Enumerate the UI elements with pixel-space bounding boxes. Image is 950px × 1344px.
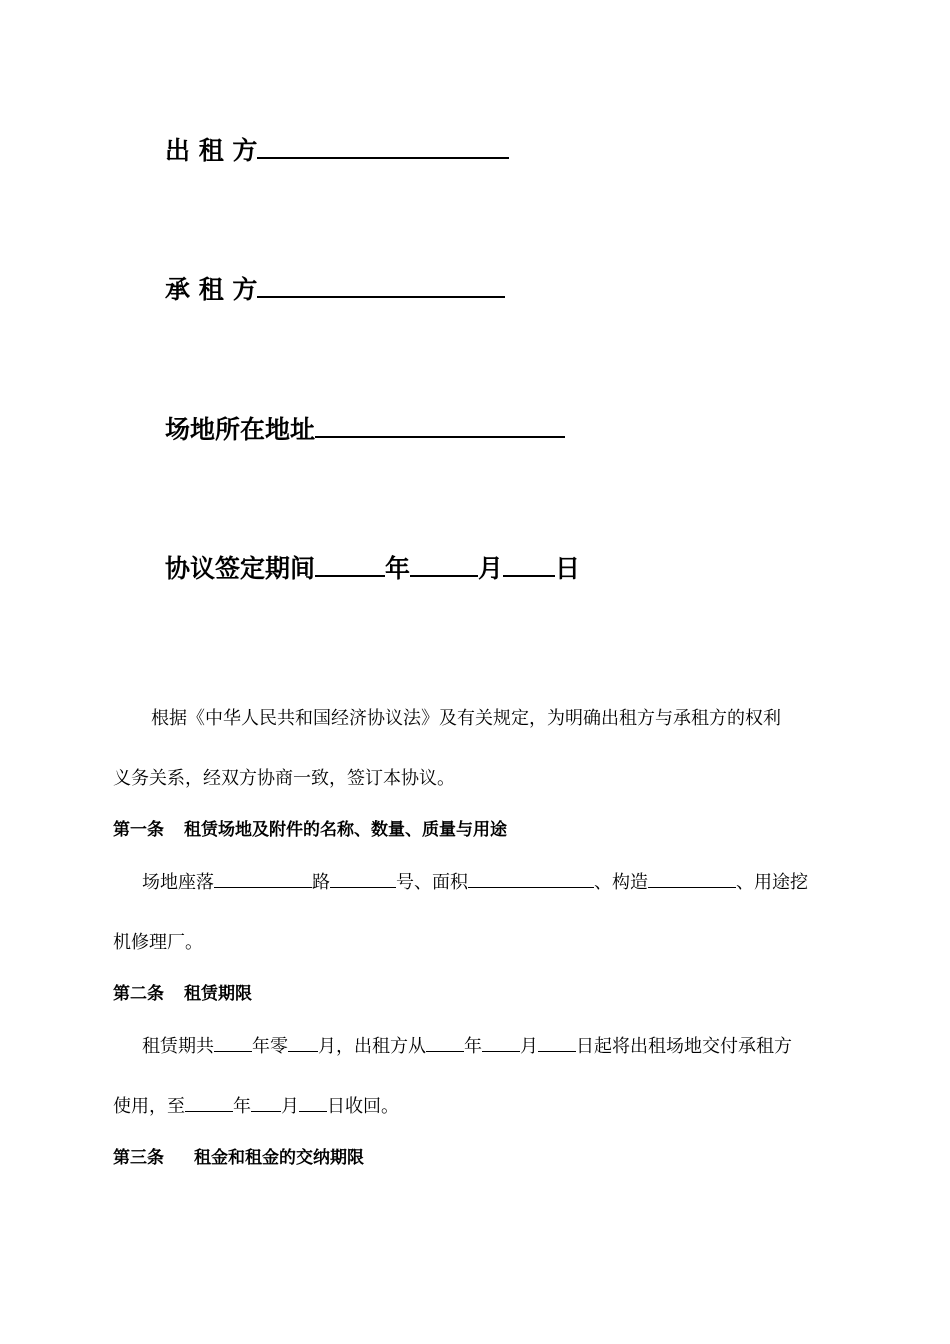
article-2-text: 月 [281, 1096, 299, 1117]
article-1-text: 、用途挖 [736, 872, 808, 893]
lessee-label: 承 租 方 [165, 275, 258, 304]
sign-month-blank[interactable] [410, 551, 478, 577]
article-3-title: 租金和租金的交纳期限 [194, 1148, 364, 1168]
lessee-field [165, 272, 505, 306]
article-1-text: 号、面积 [396, 872, 468, 893]
address-blank[interactable] [315, 412, 565, 438]
start-month-blank[interactable] [482, 1033, 520, 1052]
sign-year-label: 年 [385, 554, 411, 583]
article-2-text: 月，出租方从 [318, 1036, 426, 1057]
sign-day-label: 日 [555, 554, 581, 583]
article-2-line-1 [142, 1032, 866, 1062]
article-1-text: 路 [312, 872, 330, 893]
intro-line-2: 义务关系，经双方协商一致，签订本协议。 [113, 768, 455, 789]
lessor-field [165, 133, 509, 167]
road-number-blank[interactable] [330, 869, 396, 888]
article-2-text: 月 [520, 1036, 538, 1057]
article-3-heading [113, 1146, 364, 1170]
article-1-line-2: 机修理厂。 [113, 932, 203, 953]
sign-date-label: 协议签定期间 [165, 554, 316, 583]
article-2-text: 年 [233, 1096, 251, 1117]
article-1-title: 租赁场地及附件的名称、数量、质量与用途 [184, 820, 507, 840]
address-field [165, 412, 565, 446]
article-1-heading [113, 818, 507, 842]
term-months-blank[interactable] [288, 1033, 318, 1052]
article-1-text: 场地座落 [142, 872, 214, 893]
article-2-text: 年零 [252, 1036, 288, 1057]
area-blank[interactable] [468, 869, 594, 888]
article-1-number: 第一条 [113, 820, 164, 840]
sign-day-blank[interactable] [503, 551, 555, 577]
article-2-number: 第二条 [113, 984, 164, 1004]
lessee-blank[interactable] [257, 272, 505, 298]
sign-date-field [165, 551, 580, 585]
article-2-title: 租赁期限 [184, 984, 252, 1004]
article-2-text: 租赁期共 [142, 1036, 214, 1057]
end-month-blank[interactable] [251, 1093, 281, 1112]
end-year-blank[interactable] [185, 1093, 233, 1112]
lessor-label: 出 租 方 [165, 136, 258, 165]
location-blank[interactable] [214, 869, 312, 888]
sign-month-label: 月 [478, 554, 504, 583]
sign-year-blank[interactable] [315, 551, 385, 577]
article-2-text: 使用，至 [113, 1096, 185, 1117]
article-2-text: 日收回。 [327, 1096, 399, 1117]
start-day-blank[interactable] [538, 1033, 576, 1052]
end-day-blank[interactable] [299, 1093, 327, 1112]
intro-line-1: 根据《中华人民共和国经济协议法》及有关规定，为明确出租方与承租方的权利 [151, 708, 781, 729]
lessor-blank[interactable] [257, 133, 509, 159]
article-3-number: 第三条 [113, 1148, 164, 1168]
start-year-blank[interactable] [426, 1033, 464, 1052]
term-years-blank[interactable] [214, 1033, 252, 1052]
article-2-text: 年 [464, 1036, 482, 1057]
article-2-line-2 [113, 1092, 837, 1122]
address-label: 场地所在地址 [165, 415, 316, 444]
structure-blank[interactable] [648, 869, 736, 888]
article-1-line-1 [142, 868, 866, 898]
article-2-heading [113, 982, 252, 1006]
article-1-text: 、构造 [594, 872, 648, 893]
article-2-text: 日起将出租场地交付承租方 [576, 1036, 792, 1057]
